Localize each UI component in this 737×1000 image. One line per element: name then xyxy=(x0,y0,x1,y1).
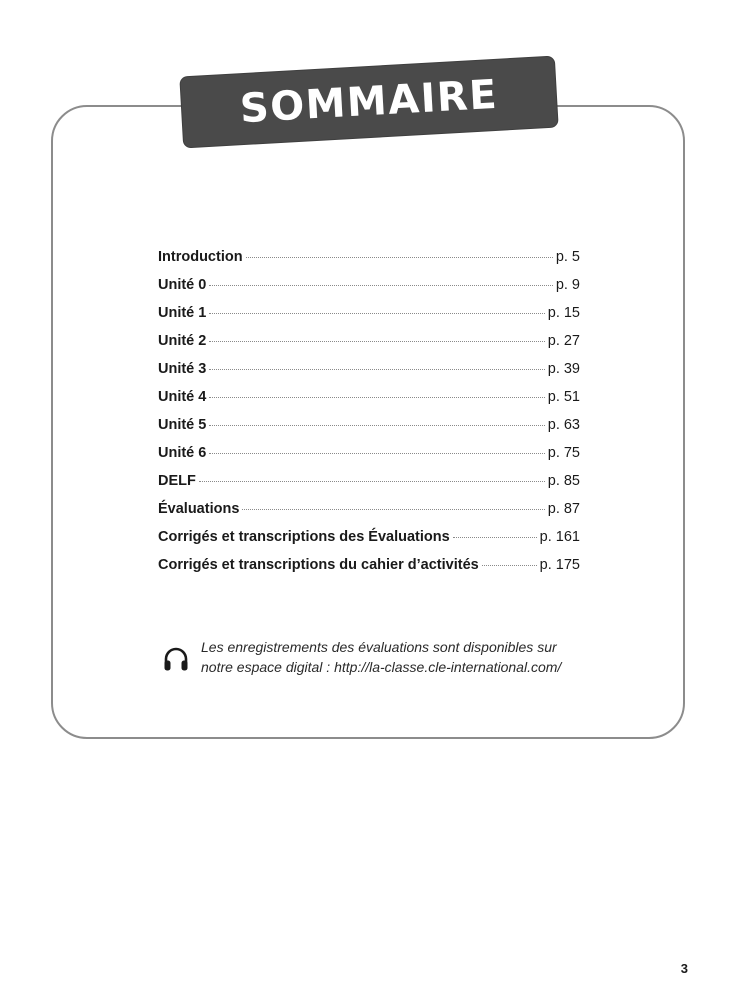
toc-entry-label: Unité 2 xyxy=(158,333,207,349)
dot-leader xyxy=(482,565,537,566)
dot-leader xyxy=(242,509,544,510)
dot-leader xyxy=(209,369,544,370)
toc-entry-unite-3[interactable] xyxy=(158,361,580,389)
toc-entry-unite-4[interactable] xyxy=(158,389,580,417)
toc-entry-label: Unité 0 xyxy=(158,277,207,293)
toc-entry-corriges-cahier[interactable] xyxy=(158,557,580,585)
toc-entry-corriges-evaluations[interactable] xyxy=(158,529,580,557)
page-number: 3 xyxy=(680,961,688,976)
audio-note xyxy=(161,637,621,677)
toc-entry-label: Évaluations xyxy=(158,501,240,517)
toc-entry-page: p. 175 xyxy=(539,557,580,573)
note-line-2: notre espace digital : http://la-classe.cle-international.com/ xyxy=(201,659,562,675)
toc-entry-unite-1[interactable] xyxy=(158,305,580,333)
dot-leader xyxy=(246,257,553,258)
toc-entry-label: Corrigés et transcriptions des Évaluations xyxy=(158,529,450,545)
toc-entry-label: Unité 4 xyxy=(158,389,207,405)
toc-entry-label: Unité 6 xyxy=(158,445,207,461)
toc-entry-label: Introduction xyxy=(158,249,243,265)
toc-entry-page: p. 51 xyxy=(547,389,580,405)
toc-entry-introduction[interactable] xyxy=(158,249,580,277)
toc-entry-label: DELF xyxy=(158,473,196,489)
toc-entry-evaluations[interactable] xyxy=(158,501,580,529)
dot-leader xyxy=(209,285,552,286)
dot-leader xyxy=(209,397,544,398)
toc-entry-page: p. 87 xyxy=(547,501,580,517)
toc-entry-page: p. 15 xyxy=(547,305,580,321)
toc-entry-label: Corrigés et transcriptions du cahier d’activités xyxy=(158,557,479,573)
toc-entry-delf[interactable] xyxy=(158,473,580,501)
toc-entry-page: p. 39 xyxy=(547,361,580,377)
toc-entry-page: p. 9 xyxy=(555,277,580,293)
toc-entry-unite-0[interactable] xyxy=(158,277,580,305)
table-of-contents xyxy=(158,249,580,585)
dot-leader xyxy=(199,481,545,482)
page-title: SOMMAIRE xyxy=(238,71,500,133)
toc-entry-page: p. 27 xyxy=(547,333,580,349)
toc-entry-label: Unité 3 xyxy=(158,361,207,377)
dot-leader xyxy=(209,425,544,426)
note-line-1: Les enregistrements des évaluations sont disponibles sur xyxy=(201,639,557,655)
dot-leader xyxy=(453,537,537,538)
headphones-icon xyxy=(161,644,191,674)
toc-entry-page: p. 75 xyxy=(547,445,580,461)
toc-entry-page: p. 63 xyxy=(547,417,580,433)
dot-leader xyxy=(209,453,544,454)
toc-entry-unite-2[interactable] xyxy=(158,333,580,361)
dot-leader xyxy=(209,341,544,342)
toc-entry-unite-6[interactable] xyxy=(158,445,580,473)
dot-leader xyxy=(209,313,544,314)
toc-entry-unite-5[interactable] xyxy=(158,417,580,445)
toc-entry-page: p. 5 xyxy=(555,249,580,265)
toc-entry-page: p. 85 xyxy=(547,473,580,489)
note-text xyxy=(201,637,561,677)
toc-entry-page: p. 161 xyxy=(539,529,580,545)
toc-entry-label: Unité 1 xyxy=(158,305,207,321)
toc-entry-label: Unité 5 xyxy=(158,417,207,433)
